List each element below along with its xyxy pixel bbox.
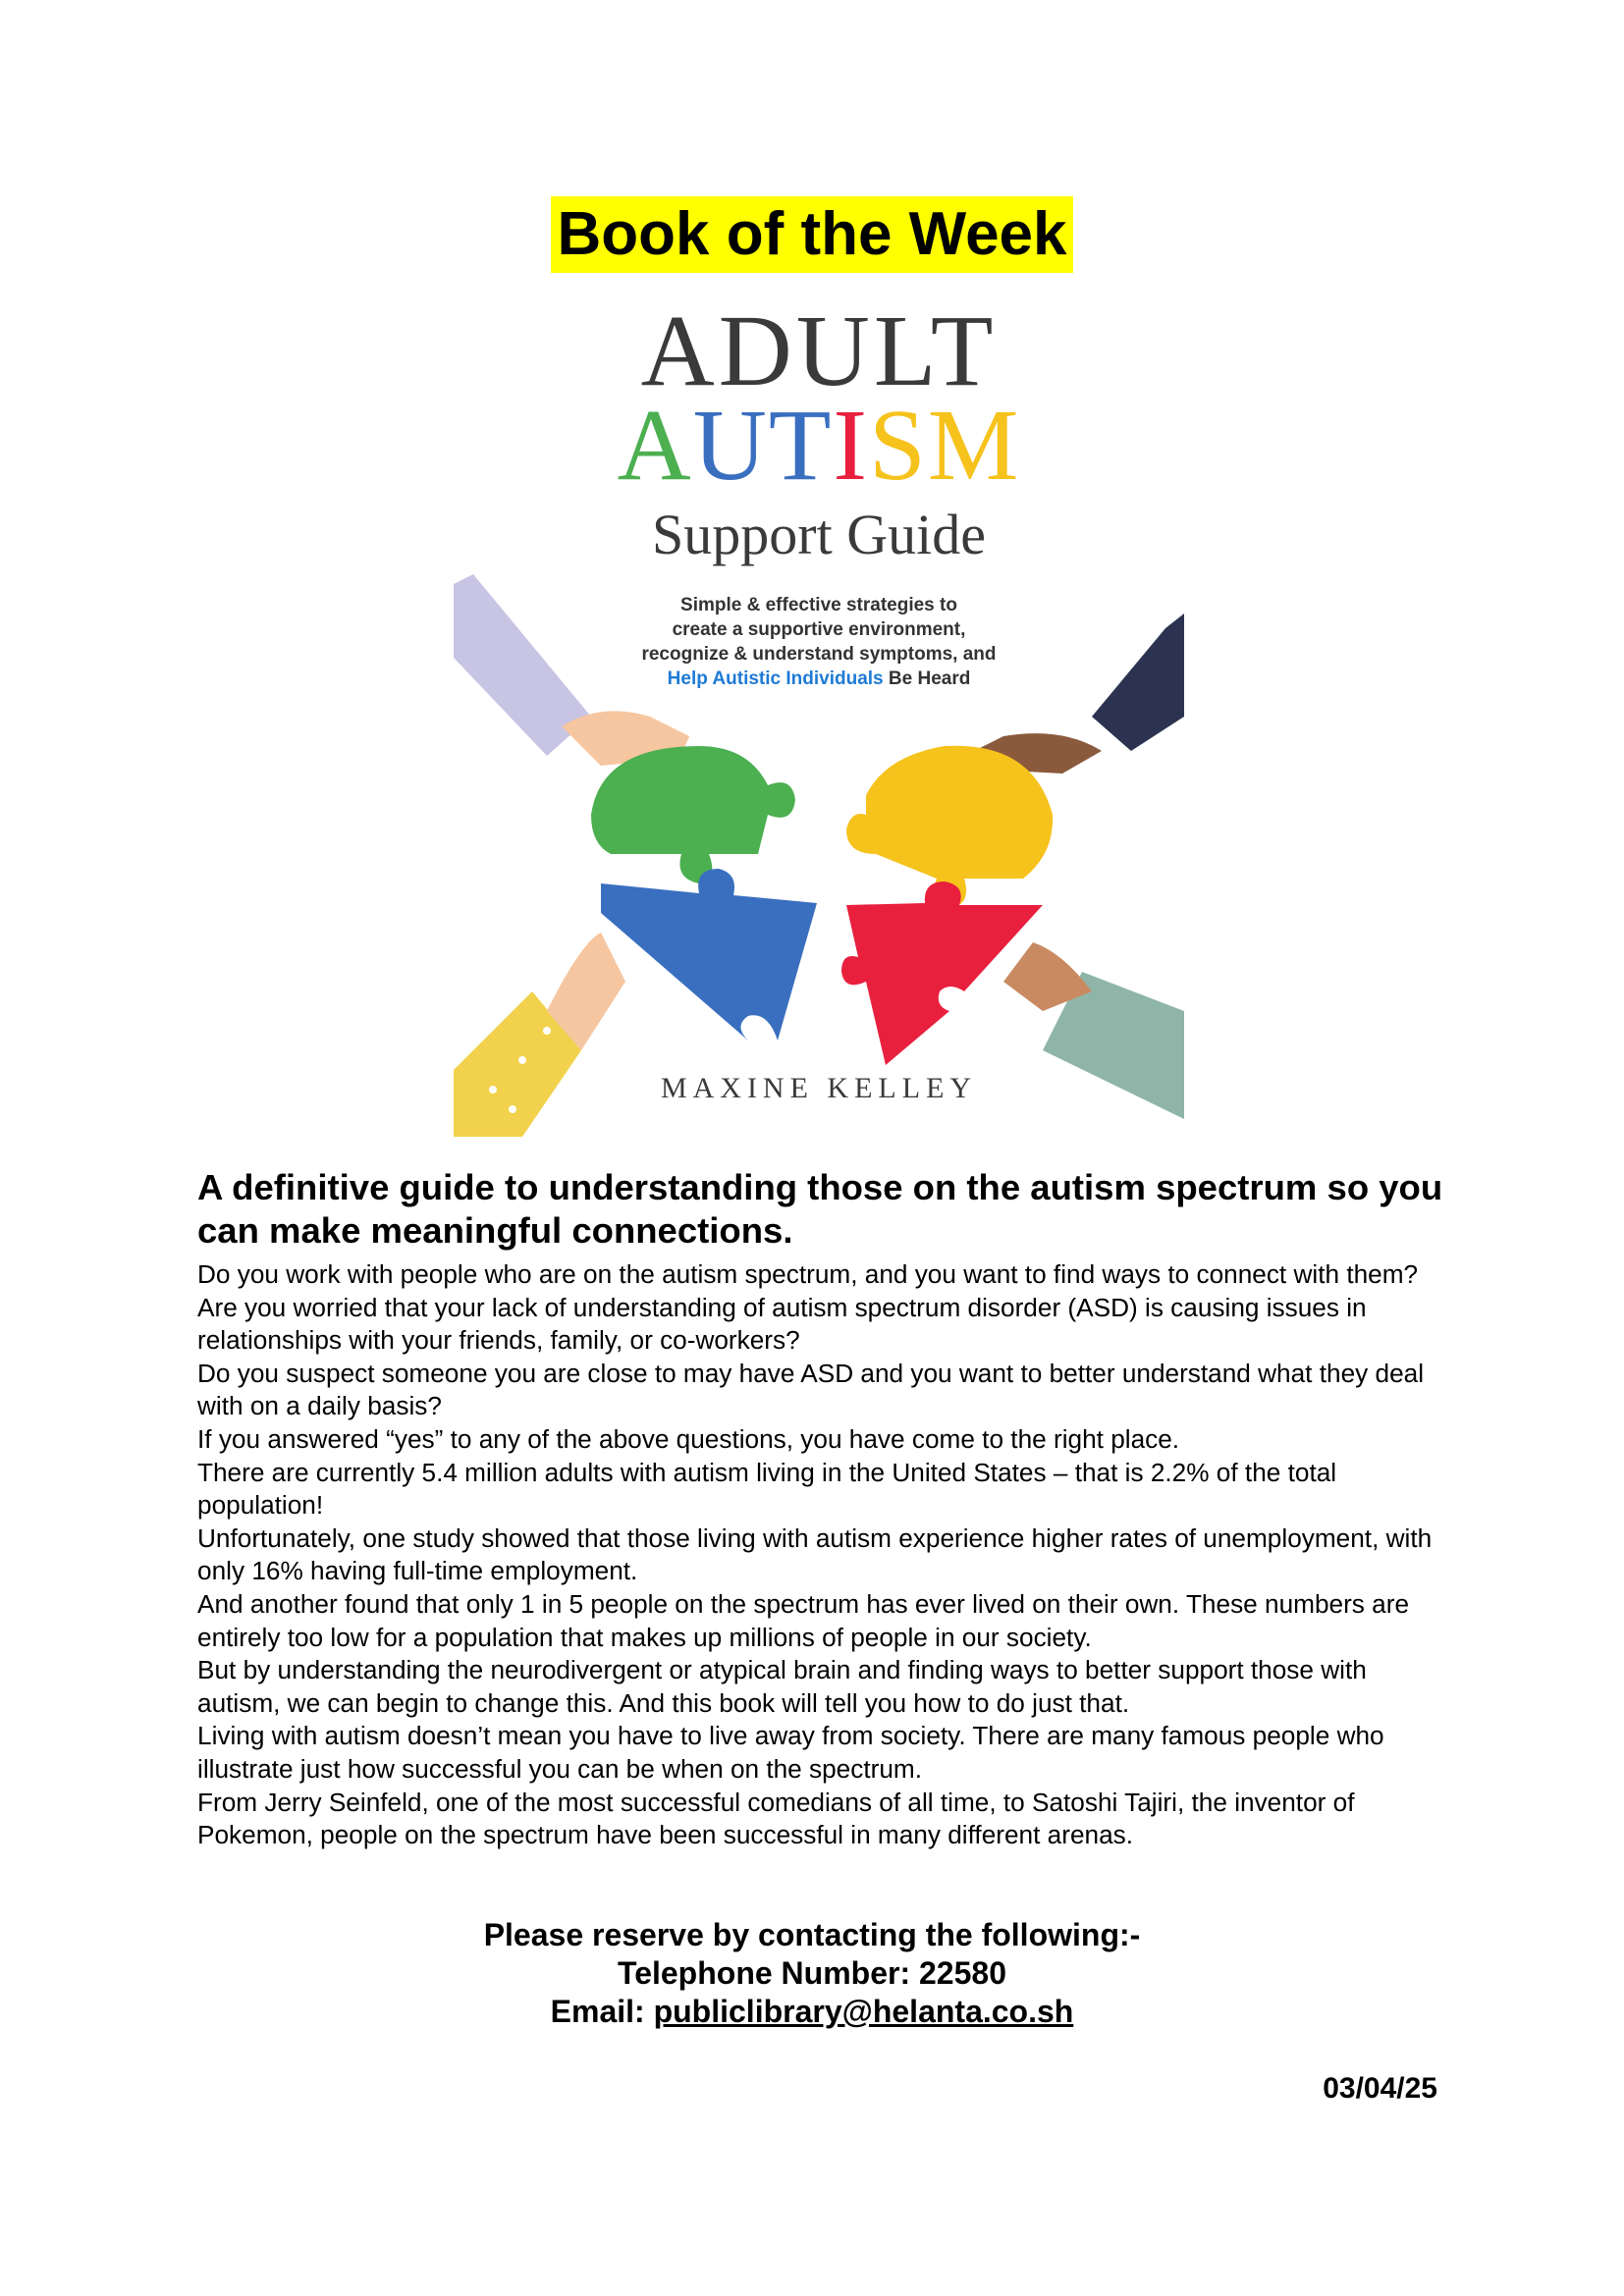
cover-letter-i: I [833, 389, 870, 502]
description-paragraph-4: If you answered “yes” to any of the above questions, you have come to the right place. [197, 1423, 1180, 1454]
description-headline: A definitive guide to understanding those on the autism spectrum so you can make meaningful connections. [197, 1167, 1443, 1251]
cover-tagline-4 [668, 668, 971, 689]
contact-email-label: Email: [550, 1994, 654, 2029]
cover-letter-a: A [617, 389, 693, 502]
cover-tagline-3: recognize & understand symptoms, and [641, 644, 997, 665]
heading-wrap [0, 196, 1624, 273]
contact-block [0, 1916, 1624, 2031]
cover-tagline-highlight: Help Autistic Individuals [667, 668, 884, 689]
cover-title-line1: ADULT [640, 304, 998, 407]
cover-tagline-end: Be Heard [883, 668, 971, 689]
description-paragraph-7: And another found that only 1 in 5 people on the spectrum has ever lived on their own. These numbers are entirely too low for a population that makes up millions of people in our society. [197, 1588, 1410, 1652]
date-stamp: 03/04/25 [1323, 2072, 1437, 2105]
contact-telephone: Telephone Number: 22580 [618, 1955, 1006, 1991]
cover-letter-u: U [692, 389, 769, 502]
description-paragraph-8: But by understanding the neurodivergent or atypical brain and finding ways to better support those with autism, we can begin to change this. And this book will tell you how to do just that. [197, 1655, 1367, 1718]
puzzle-blue [601, 869, 817, 1041]
description-paragraph-1: Do you work with people who are on the autism spectrum, and you want to find ways to connect with them? [197, 1259, 1419, 1289]
description-paragraph-2: Are you worried that your lack of understanding of autism spectrum disorder (ASD) is causing issues in relationships with your friends, family, or co-workers? [197, 1292, 1367, 1356]
contact-intro: Please reserve by contacting the following:- [483, 1917, 1141, 1952]
page-heading: Book of the Week [551, 196, 1072, 273]
puzzle-green [591, 746, 795, 883]
contact-email-line [0, 1993, 1624, 2031]
cover-letter-m: M [927, 389, 1021, 502]
cover-tagline-2: create a supportive environment, [672, 619, 966, 640]
cover-title-line2 [618, 389, 1021, 502]
cover-title-line3: Support Guide [652, 503, 986, 566]
description-paragraph-6: Unfortunately, one study showed that those living with autism experience higher rates of unemployment, with only 16% having full-time employment. [197, 1522, 1433, 1586]
arm-top-right-sleeve [1092, 614, 1184, 751]
cover-author: MAXINE KELLEY [660, 1072, 978, 1104]
description-paragraph-3: Do you suspect someone you are close to may have ASD and you want to better understand what they deal with on a daily basis? [197, 1358, 1425, 1421]
book-cover [454, 304, 1184, 1137]
description [197, 1166, 1444, 1852]
description-paragraph-5: There are currently 5.4 million adults with autism living in the United States – that is 2.2% of the total population! [197, 1457, 1337, 1521]
cover-tagline-1: Simple & effective strategies to [680, 595, 957, 615]
cover-letter-s: S [869, 389, 928, 502]
contact-email-link[interactable]: publiclibrary@helanta.co.sh [653, 1994, 1074, 2029]
description-paragraph-9: Living with autism doesn’t mean you have to live away from society. There are many famous people who illustrate just how successful you can be when on the spectrum. [197, 1721, 1384, 1784]
description-paragraph-10: From Jerry Seinfeld, one of the most successful comedians of all time, to Satoshi Tajiri, the inventor of Pokemon, people on the spectrum have been successful in many different arenas. [197, 1787, 1355, 1850]
cover-letter-t: T [768, 389, 834, 502]
